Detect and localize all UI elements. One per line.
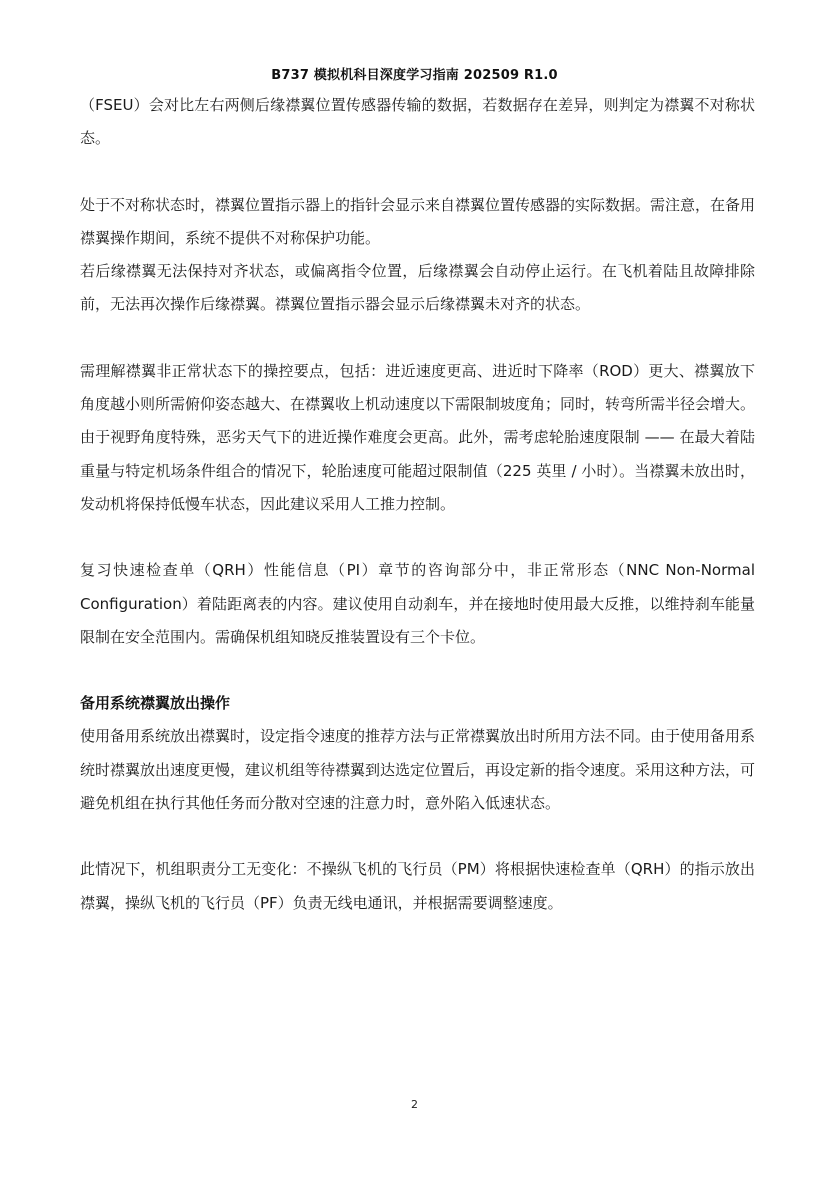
paragraph-handling-points: 需理解襟翼非正常状态下的操控要点，包括：进近速度更高、进近时下降率（ROD）更大、襟翼放下角度越小则所需俯仰姿态越大、在襟翼收上机动速度以下需限制坡度角；同时，转弯所需半径会增大。由于视野角度特殊，恶劣天气下的进近操作难度会更高。此外，需考虑轮胎速度限制 —— 在最大着陆重量与特定机场条件组合的情况下，轮胎速度可能超过限制值（225 英里 / 小时）。当襟翼未放出时，发动机将保持低慢车状态，因此建议采用人工推力控制。: [80, 361, 756, 513]
paragraph-alternate-flap-extension: 使用备用系统放出襟翼时，设定指令速度的推荐方法与正常襟翼放出时所用方法不同。由于使用备用系统时襟翼放出速度更慢，建议机组等待襟翼到达选定位置后，再设定新的指令速度。采用这种方法，可避免机组在执行其他任务而分散对空速的注意力时，意外陷入低速状态。: [80, 727, 756, 813]
paragraph-fseu-comparison: （FSEU）会对比左右两侧后缘襟翼位置传感器传输的数据，若数据存在差异，则判定为襟翼不对称状态。: [80, 96, 755, 148]
paragraph-gap: [80, 654, 755, 687]
section-heading-alternate-flaps: 备用系统襟翼放出操作: [80, 694, 231, 713]
page-number: 2: [411, 1098, 418, 1111]
paragraph-crew-duties: 此情况下，机组职责分工无变化：不操纵飞机的飞行员（PM）将根据快速检查单（QRH）的指示放出襟翼，操纵飞机的飞行员（PF）负责无线电通讯，并根据需要调整速度。: [80, 860, 755, 912]
paragraph-flap-misalignment: 若后缘襟翼无法保持对齐状态，或偏离指令位置，后缘襟翼会自动停止运行。在飞机着陆且故障排除前，无法再次操作后缘襟翼。襟翼位置指示器会显示后缘襟翼未对齐的状态。: [80, 262, 755, 314]
page-header: B737 模拟机科目深度学习指南 202509 R1.0: [271, 68, 558, 83]
paragraph-gap: [80, 156, 755, 189]
paragraph-gap: [80, 322, 755, 355]
paragraph-gap: [80, 521, 755, 554]
paragraph-asymmetry-indication: 处于不对称状态时，襟翼位置指示器上的指针会显示来自襟翼位置传感器的实际数据。需注意，在备用襟翼操作期间，系统不提供不对称保护功能。: [80, 195, 756, 247]
paragraph-gap: [80, 820, 755, 853]
paragraph-qrh-review: 复习快速检查单（QRH）性能信息（PI）章节的咨询部分中，非正常形态（NNC Non-Normal Configuration）着陆距离表的内容。建议使用自动刹车，并在接地时使用最大反推，以维持刹车能量限制在安全范围内。需确保机组知晓反推装置设有三个卡位。: [80, 561, 755, 646]
document-body: [80, 89, 755, 920]
